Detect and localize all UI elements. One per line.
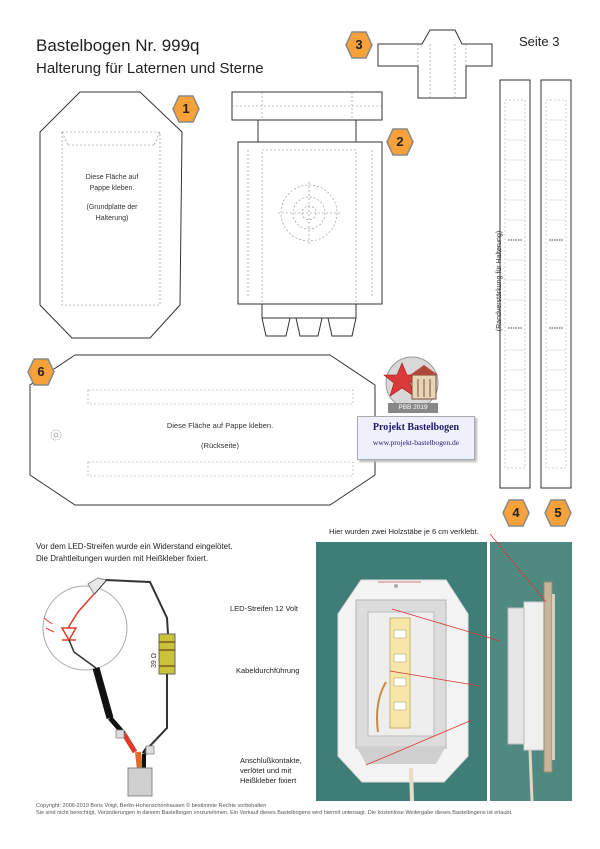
annotation-lines (300, 520, 600, 810)
photo-top-note: Hier wurden zwei Holzstäbe je 6 cm verklebt. (329, 527, 479, 536)
label-contacts-line: Heißkleber fixiert (240, 776, 297, 785)
circuit-diagram (30, 570, 210, 798)
part-number: 2 (396, 134, 404, 149)
part-number-badge (345, 31, 373, 59)
resistor (159, 634, 175, 674)
part-5-strip (541, 80, 571, 488)
part-number: 1 (182, 101, 190, 116)
circuit-note-line: Vor dem LED-Streifen wurde ein Widerstand eingelötet. (36, 542, 233, 551)
part-number: 6 (37, 364, 45, 379)
logo-plate (357, 416, 475, 460)
part6-text: Diese Fläche auf Pappe kleben. (166, 421, 274, 430)
disclaimer-text: Sie sind nicht berechtigt, Veränderungen in diesem Bastelbogen vorzunehmen. Ein Verkauf dieses Bastelbogens wird hiermit untersagt. Die kostenlose Weitergabe dieses Bastelbogens ist erlaubt. (36, 810, 513, 816)
logo-url: www.projekt-bastelbogen.de (372, 438, 460, 447)
part-2-holder (232, 92, 382, 336)
part-3-top-piece (378, 30, 492, 98)
part1-text-line: Pappe kleben. (89, 185, 135, 192)
part-number: 5 (554, 505, 562, 520)
part-number-badge (27, 358, 55, 386)
circuit-note-line: Die Drahtleitungen wurden mit Heißkleber fixiert. (36, 554, 209, 563)
strip-label: (Randverstärkung für Halterung) (496, 230, 503, 332)
logo-name: Projekt Bastelbogen (372, 422, 460, 433)
part-number: 4 (512, 505, 520, 520)
page-label: Seite 3 (519, 34, 560, 49)
footer (36, 803, 513, 817)
part-number-badge (172, 95, 200, 123)
logo-tag: PBB 2019 (398, 404, 428, 411)
connector-plug (128, 768, 152, 796)
led-symbol-icon (62, 628, 76, 640)
part1-text-line: (Grundplatte der (86, 204, 138, 211)
sheet-subtitle: Halterung für Laternen und Sterne (36, 60, 264, 77)
label-contacts-line: verlötet und mit (240, 766, 292, 775)
label-cable-feed: Kabeldurchführung (236, 666, 300, 675)
resistor-label: 39 Ω (151, 653, 158, 668)
label-contacts-line: Anschlußkontakte, (240, 756, 302, 765)
logo (380, 355, 480, 415)
sheet-title: Bastelbogen Nr. 999q (36, 36, 200, 55)
label-led-strip: LED-Streifen 12 Volt (230, 604, 298, 613)
part-number-badge (386, 128, 414, 156)
part-number: 3 (355, 37, 363, 52)
part1-text-line (60, 194, 164, 202)
label-contacts (240, 756, 302, 786)
part1-text-line: Diese Fläche auf (85, 174, 139, 181)
copyright-text: Copyright: 2006-2019 Boris Voigt, Berlin-Hohenschönhausen © bestimmte Rechte vorbehalten (36, 803, 267, 809)
part6-subtext: (Rückseite) (201, 441, 239, 450)
part1-text-line: Halterung) (95, 215, 129, 222)
